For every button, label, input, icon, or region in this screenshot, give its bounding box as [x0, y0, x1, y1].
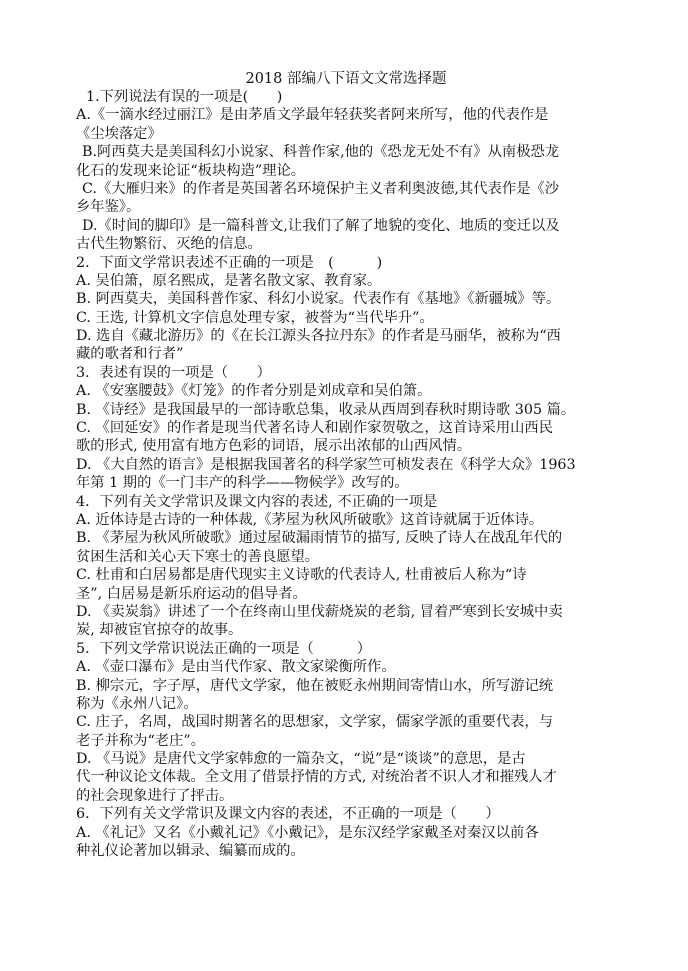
document-title: 2018 部编八下语文文常选择题: [245, 71, 447, 87]
text-line: 1.下列说法有误的一项是( ): [86, 89, 283, 105]
text-line: 炭, 却被宦官掠夺的故事。: [76, 622, 243, 639]
text-line: 代一种议论文体裁。全文用了借景抒情的方式, 对统治者不识人才和摧残人才: [76, 769, 557, 786]
document-page: [76, 70, 616, 860]
text-line: 年第 1 期的《一门丰产的科学——物候学》改写的。: [76, 475, 409, 492]
text-line: 乡年鉴》。: [76, 199, 141, 216]
text-line: B.阿西莫夫是美国科幻小说家、科普作家,他的《恐龙无处不有》从南极恐龙: [82, 144, 560, 161]
text-line: 藏的歌者和行者”: [76, 346, 184, 363]
text-line: A. 近体诗是古诗的一种体裁,《茅屋为秋风所破歌》这首诗就属于近体诗。: [76, 511, 544, 528]
text-line: B. 阿西莫夫，美国科普作家、科幻小说家。代表作有《基地》《新疆城》等。: [76, 291, 561, 308]
text-line: A. 《壶口瀑布》是由当代作家、散文家梁衡所作。: [76, 659, 396, 676]
text-line: A.《一滴水经过丽江》是由茅盾文学最年轻获奖者阿来所写，他的代表作是: [76, 107, 549, 124]
text-line: D.《时间的脚印》是一篇科普文,让我们了解了地貌的变化、地质的变迁以及: [82, 217, 560, 234]
text-line: D. 选自《藏北游历》的《在长江源头各拉丹东》的作者是马丽华，被称为“西: [76, 328, 561, 345]
text-line: 圣”, 白居易是新乐府运动的倡导者。: [76, 585, 307, 602]
text-line: 的社会现象进行了抨击。: [76, 787, 234, 804]
text-line: 老子并称为“老庄”。: [76, 732, 205, 749]
text-line: D. 《大自然的语言》是根据我国著名的科学家竺可桢发表在《科学大众》1963: [76, 456, 576, 473]
text-line: C. 杜甫和白居易都是唐代现实主义诗歌的代表诗人, 杜甫被后人称为“诗: [76, 567, 527, 584]
text-line: 《尘埃落定》: [76, 125, 162, 142]
text-line: 6．下列有关文学常识及课文内容的表述，不正确的一项是（ ）: [76, 806, 500, 823]
text-line: 古代生物繁衍、灭绝的信息。: [76, 236, 262, 253]
text-line: D. 《马说》是唐代文学家韩愈的一篇杂文，“说”是“谈谈”的意思，是古: [76, 751, 526, 768]
text-line: B. 《诗经》是我国最早的一部诗歌总集，收录从西周到春秋时期诗歌 305 篇。: [76, 401, 576, 418]
text-line: C. 《回延安》的作者是现当代著名诗人和剧作家贺敬之，这首诗采用山西民: [76, 420, 554, 437]
text-line: B. 《茅屋为秋风所破歌》通过屋破漏雨情节的描写, 反映了诗人在战乱年代的: [76, 530, 563, 547]
text-line: 2．下面文学常识表述不正确的一项是 ( ): [76, 254, 383, 271]
text-line: B. 柳宗元，字子厚，唐代文学家，他在被贬永州期间寄情山水，所写游记统: [76, 677, 554, 694]
text-line: 种礼仪论著加以辑录、编纂而成的。: [76, 843, 305, 860]
text-line: 称为《永州八记》。: [76, 695, 198, 712]
text-line: 歌的形式, 使用富有地方色彩的词语，展示出浓郁的山西风情。: [76, 438, 472, 455]
text-line: 贫困生活和关心天下寒士的善良愿望。: [76, 548, 320, 565]
text-line: 4．下列有关文学常识及课文内容的表述, 不正确的一项是: [76, 493, 438, 510]
text-line: C. 王选, 计算机文字信息处理专家，被誉为“当代毕升”。: [76, 309, 434, 326]
text-line: D. 《卖炭翁》讲述了一个在终南山里伐薪烧炭的老翁, 冒着严寒到长安城中卖: [76, 603, 563, 620]
text-line: A. 《礼记》又名《小戴礼记》《小戴记》，是东汉经学家戴圣对秦汉以前各: [76, 824, 539, 841]
text-line: 化石的发现来论证“板块构造”理论。: [76, 162, 306, 179]
text-line: A. 吴伯箫，原名熙成，是著名散文家、教育家。: [76, 272, 382, 289]
text-line: A. 《安塞腰鼓》《灯笼》的作者分别是刘成章和吴伯箫。: [76, 383, 432, 400]
text-line: C.《大雁归来》的作者是英国著名环境保护主义者利奥波德,其代表作是《沙: [82, 180, 560, 197]
text-line: C. 庄子，名周，战国时期著名的思想家，文学家，儒家学派的重要代表，与: [76, 714, 554, 731]
text-line: 5．下列文学常识说法正确的一项是（ ）: [76, 640, 372, 657]
document-body: [76, 88, 616, 860]
text-line: 3．表述有误的一项是（ ）: [76, 364, 271, 381]
